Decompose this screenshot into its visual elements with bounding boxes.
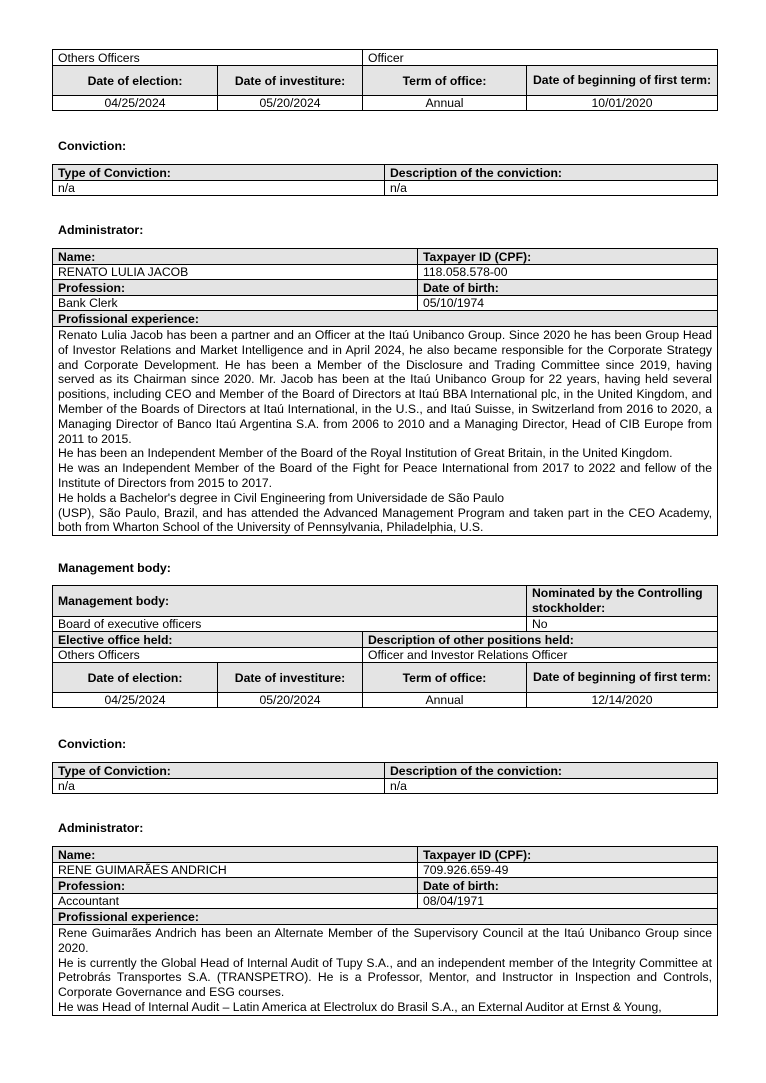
administrator-cpf: 709.926.659-49 [418,863,718,878]
elective-office-label: Elective office held: [53,632,363,648]
experience-label: Profissional experience: [53,311,718,327]
administrator-name: RENATO LULIA JACOB [53,265,418,280]
experience-paragraph: He was Head of Internal Audit – Latin America at Electrolux do Brasil S.A., an External Auditor at Ernst & Young, [58,999,662,1014]
conviction-type-value: n/a [53,181,385,196]
other-positions-value: Officer and Investor Relations Officer [363,648,718,663]
investiture-date-header: Date of investiture: [218,66,363,96]
birth-value: 05/10/1974 [418,296,718,311]
conviction-description-value: n/a [385,181,718,196]
experience-paragraph: He has been an Independent Member of the Board of the Royal Institution of Great Britain, in the United Kingdom. [58,446,673,461]
experience-paragraph: Rene Guimarães Andrich has been an Alternate Member of the Supervisory Council at the Itaú Unibanco Group since 2020. [58,926,712,955]
cpf-label: Taxpayer ID (CPF): [418,249,718,265]
conviction-type-header: Type of Conviction: [53,165,385,181]
investiture-date-header: Date of investiture: [218,663,363,693]
first-term-value: 12/14/2020 [527,693,718,708]
mandate-table-1 [52,49,718,111]
profession-value: Accountant [53,894,418,909]
first-term-header: Date of beginning of first term: [527,66,718,96]
term-value: Annual [363,96,527,111]
administrator-name: RENE GUIMARÃES ANDRICH [53,863,418,878]
administrator-title: Administrator: [58,223,144,237]
name-label: Name: [53,249,418,265]
birth-label: Date of birth: [418,878,718,894]
conviction-description-value: n/a [385,779,718,794]
management-body-table [52,585,718,708]
first-term-header: Date of beginning of first term: [527,663,718,693]
experience-text [53,925,718,1016]
election-date-header: Date of election: [53,66,218,96]
description-value: Officer [363,50,718,66]
conviction-title: Conviction: [58,737,127,751]
experience-paragraph: He holds a Bachelor's degree in Civil Engineering from Universidade de São Paulo [58,490,505,505]
profession-label: Profession: [53,878,418,894]
experience-paragraph: Renato Lulia Jacob has been a partner and an Officer at the Itaú Unibanco Group. Since 2020 he has been Group Head of Investor Relations and Market Intelligence and in April 2024, he also became responsible for the Corporate Strategy and Corporate Development. He has been a Member of the Disclosure and Trading Committee since 2019, having served as its Chairman since 2020. Mr. Jacob has been at the Itaú Unibanco Group for 22 years, having held several positions, including CEO and Member of the Board of Directors at Itaú BBA International plc, in the United Kingdom, and Member of the Boards of Directors at Itaú International, in the U.S., and Itaú Suisse, in Switzerland from 2016 to 2020, a Managing Director of Banco Itaú Argentina S.A. from 2006 to 2010 and a Managing Director, Head of CIB Europe from 2011 to 2015. [58,328,712,446]
birth-value: 08/04/1971 [418,894,718,909]
other-positions-label: Description of other positions held: [363,632,718,648]
cpf-label: Taxpayer ID (CPF): [418,847,718,863]
management-body-label: Management body: [53,586,527,617]
conviction-title: Conviction: [58,139,127,153]
term-header: Term of office: [363,66,527,96]
administrator-cpf: 118.058.578-00 [418,265,718,280]
term-value: Annual [363,693,527,708]
profession-label: Profession: [53,280,418,296]
conviction-description-header: Description of the conviction: [385,763,718,779]
nominated-label: Nominated by the Controlling stockholder: [527,586,718,617]
name-label: Name: [53,847,418,863]
administrator-table-2 [52,846,718,1016]
first-term-value: 10/01/2020 [527,96,718,111]
experience-paragraph: He was an Independent Member of the Board of the Fight for Peace International from 2017 to 2022 and fellow of the Institute of Directors from 2015 to 2017. [58,461,712,490]
experience-text [53,327,718,536]
management-body-value: Board of executive officers [53,617,527,632]
experience-paragraph: (USP), São Paulo, Brazil, and has attended the Advanced Management Program and taken part in the CEO Academy, both from Wharton School of the University of Pennsylvania, Philadelphia, U.S. [58,505,712,535]
conviction-table-2 [52,762,718,794]
nominated-value: No [527,617,718,632]
conviction-type-value: n/a [53,779,385,794]
management-body-title: Management body: [58,561,171,575]
investiture-date-value: 05/20/2024 [218,693,363,708]
birth-label: Date of birth: [418,280,718,296]
investiture-date-value: 05/20/2024 [218,96,363,111]
conviction-type-header: Type of Conviction: [53,763,385,779]
administrator-table-1 [52,248,718,536]
profession-value: Bank Clerk [53,296,418,311]
experience-paragraph: He is currently the Global Head of Internal Audit of Tupy S.A., and an independent member of the Integrity Committee at Petrobrás Transportes S.A. (TRANSPETRO). He is a Professor, Mentor, and Instructor in Inspection and Controls, Corporate Governance and ESG courses. [58,955,712,1000]
elective-office-value: Others Officers [53,50,363,66]
administrator-title: Administrator: [58,821,144,835]
conviction-table-1 [52,164,718,196]
election-date-value: 04/25/2024 [53,693,218,708]
election-date-value: 04/25/2024 [53,96,218,111]
experience-label: Profissional experience: [53,909,718,925]
election-date-header: Date of election: [53,663,218,693]
conviction-description-header: Description of the conviction: [385,165,718,181]
elective-office-value: Others Officers [53,648,363,663]
term-header: Term of office: [363,663,527,693]
